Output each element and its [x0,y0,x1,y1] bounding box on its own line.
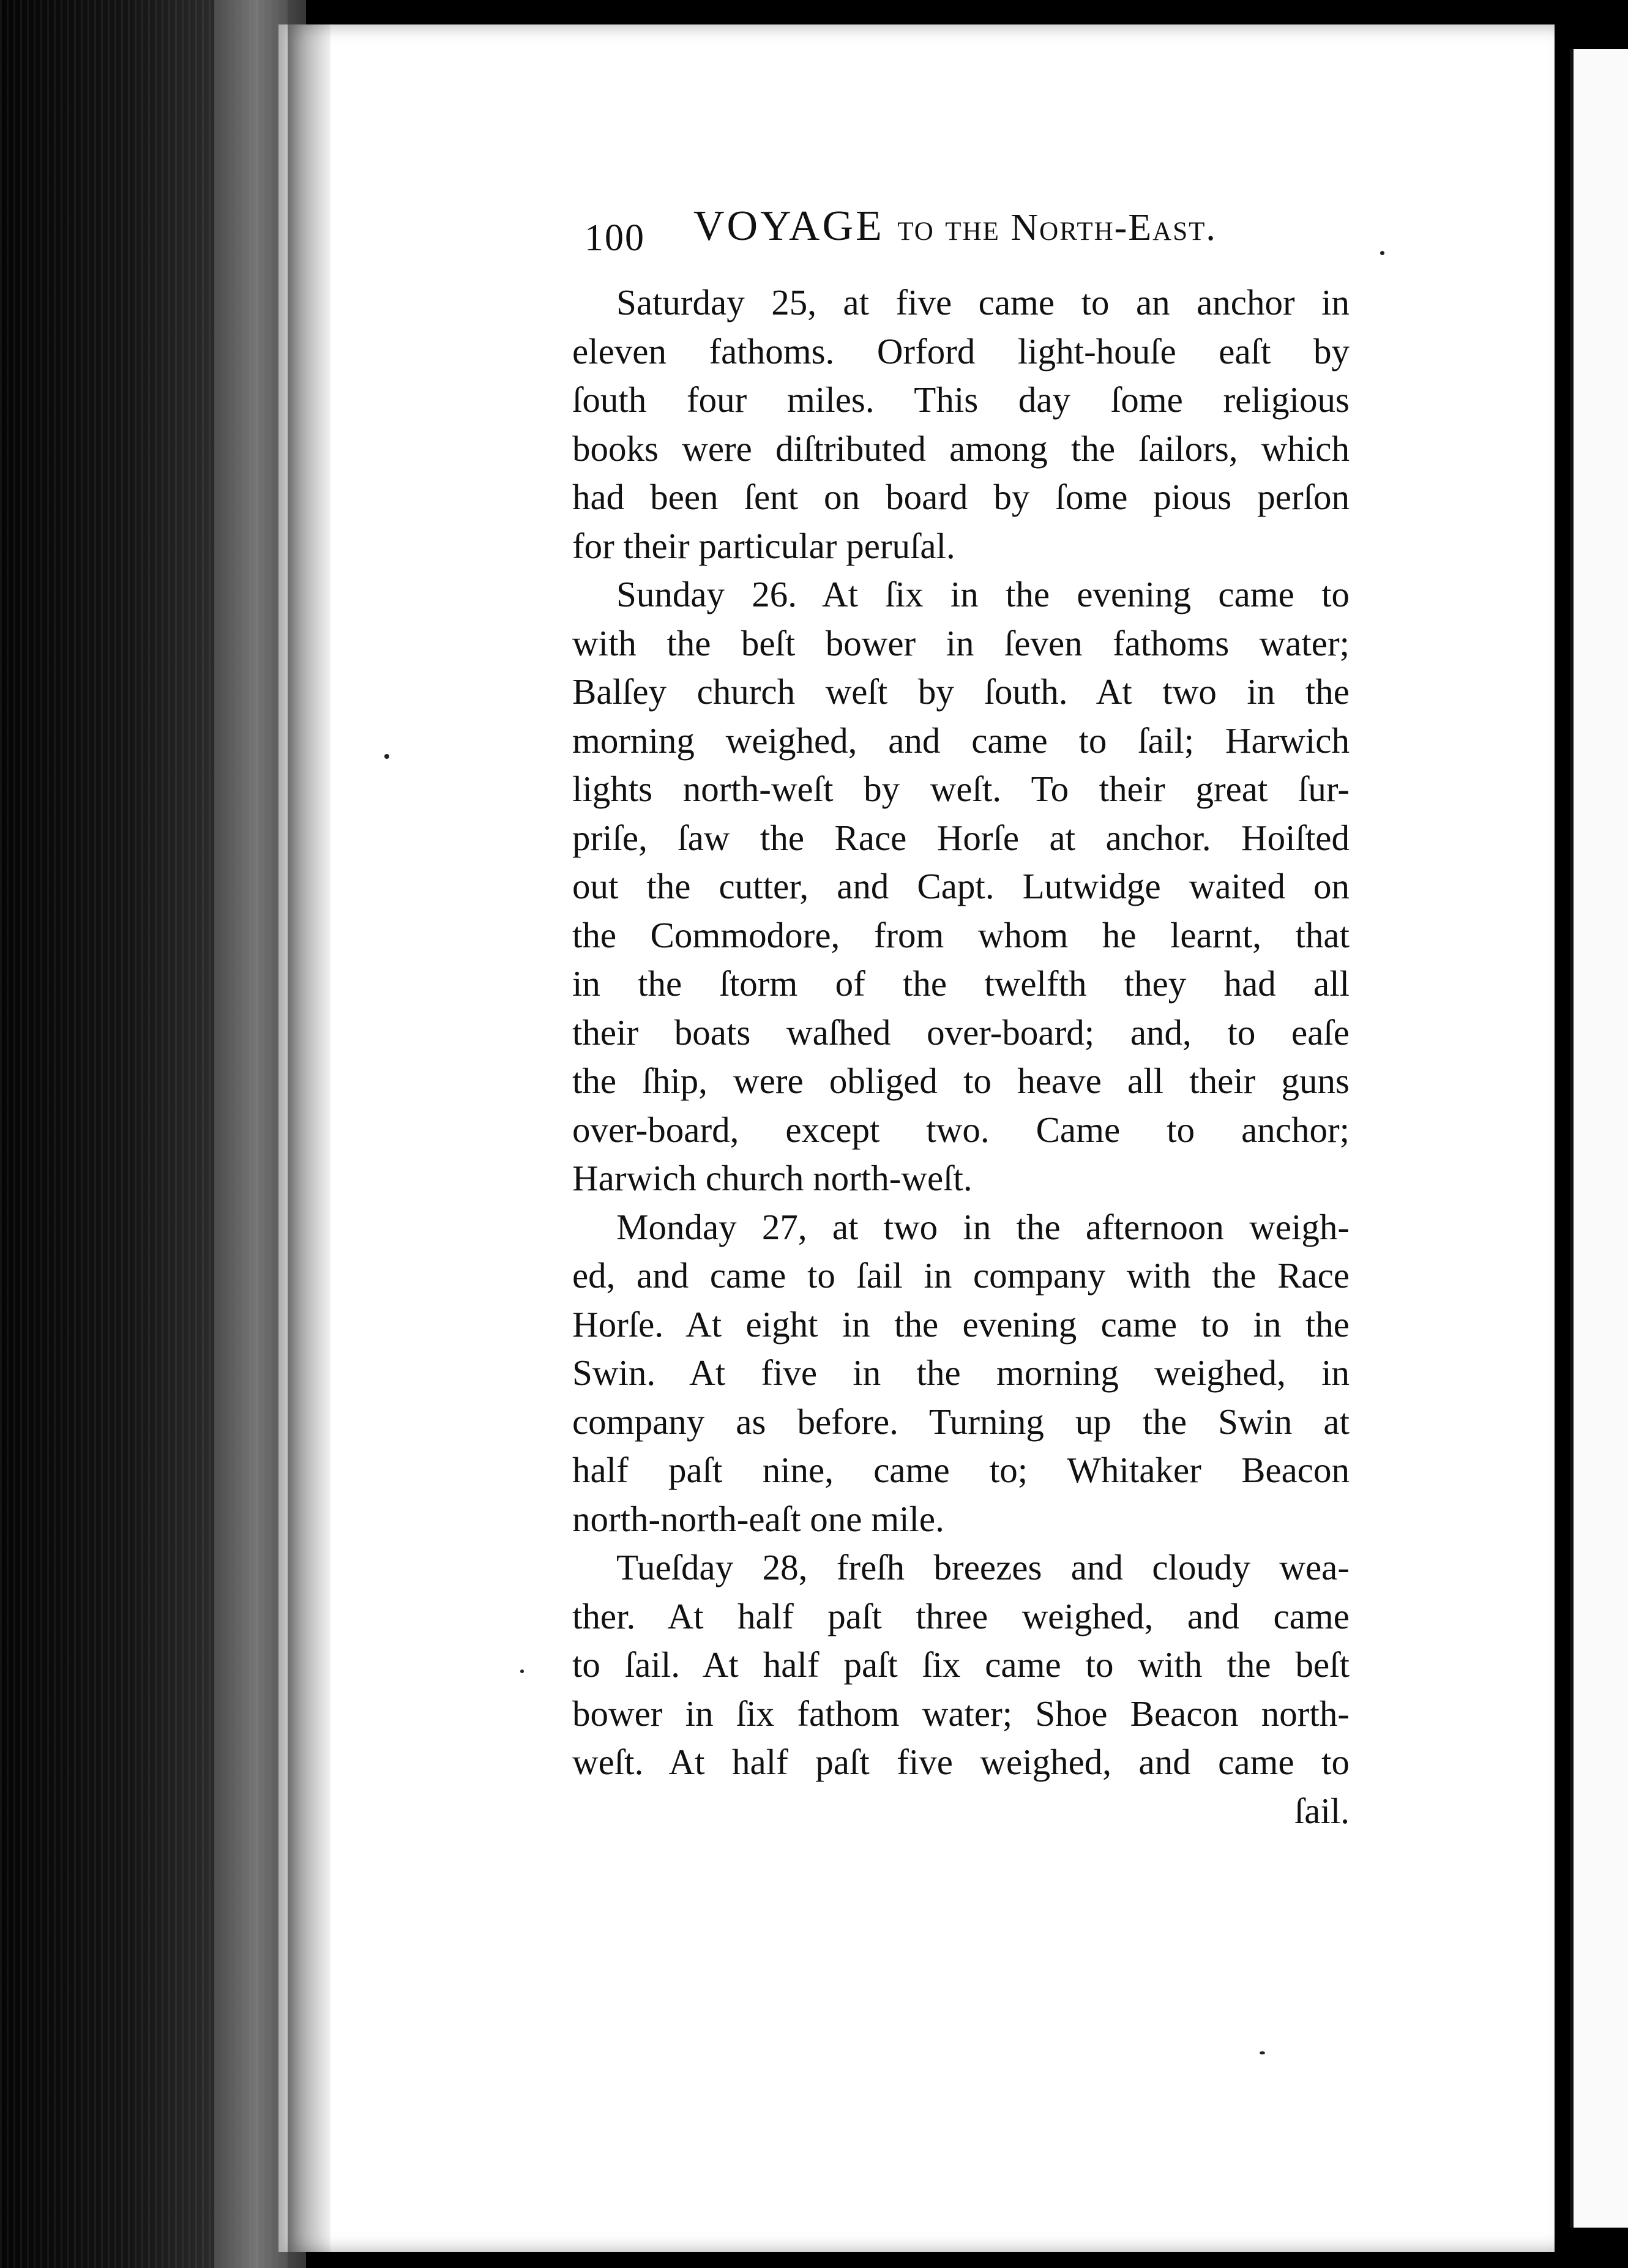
ink-speck [1260,2051,1265,2054]
text-line: books were diſtributed among the ſailors, which [572,428,1350,469]
text-line: north-north-eaſt one mile. [572,1498,944,1539]
text-line: Swin. At five in the morning weighed, in [572,1352,1350,1393]
text-line: Saturday 25, at five came to an anchor in [616,282,1350,323]
ink-speck [384,754,389,759]
text-line: half paſt nine, came to; Whitaker Beacon [572,1450,1350,1490]
text-line: lights north-weſt by weſt. To their great ſur- [572,769,1350,809]
text-line: ther. At half paſt three weighed, and came [572,1595,1350,1636]
text-line: eleven fathoms. Orford light-houſe eaſt by [572,330,1350,371]
text-line: had been ſent on board by ſome pious perſon [572,477,1350,517]
text-line: morning weighed, and came to ſail; Harwich [572,720,1350,761]
running-header [584,202,1331,269]
text-line: Harwich church north-weſt. [572,1158,973,1198]
ink-speck [1380,251,1384,255]
text-line: for their particular peruſal. [572,525,955,566]
text-line: priſe, ſaw the Race Horſe at anchor. Hoiſted [572,817,1350,858]
text-line: Monday 27, at two in the afternoon weigh- [616,1206,1350,1247]
text-line: company as before. Turning up the Swin at [572,1401,1350,1442]
text-line: bower in ſix fathom water; Shoe Beacon north- [572,1693,1350,1734]
body-text [572,278,1350,1835]
text-line: Sunday 26. At ſix in the evening came to [616,574,1350,614]
text-line: Balſey church weſt by ſouth. At two in the [572,671,1350,712]
text-line: the Commodore, from whom he learnt, that [572,914,1350,955]
text-line: out the cutter, and Capt. Lutwidge waited on [572,866,1350,906]
running-head-main: VOYAGE [693,203,884,250]
running-head-rest: to the North-East. [897,207,1217,248]
text-line: with the beſt bower in ſeven fathoms water; [572,622,1350,663]
text-line: in the ſtorm of the twelfth they had all [572,963,1350,1004]
facing-page-sliver [1570,49,1628,2228]
text-line: ſouth four miles. This day ſome religious [572,379,1350,420]
text-line: Tueſday 28, freſh breezes and cloudy wea- [616,1547,1350,1587]
text-line: their boats waſhed over-board; and, to eaſe [572,1012,1350,1053]
text-line: weſt. At half paſt five weighed, and came to [572,1742,1350,1782]
ink-speck [520,1669,524,1673]
text-line: over-board, except two. Came to anchor; [572,1109,1350,1150]
running-head-title [693,202,1217,251]
text-line: to ſail. At half paſt ſix came to with the beſt [572,1644,1350,1685]
page-number: 100 [584,217,645,259]
text-line: the ſhip, were obliged to heave all their guns [572,1061,1350,1101]
text-line: ed, and came to ſail in company with the Race [572,1255,1350,1296]
text-line: Horſe. At eight in the evening came to in the [572,1304,1350,1345]
page-gutter-shadow [288,24,330,2252]
catchword: ſail. [1294,1790,1350,1831]
